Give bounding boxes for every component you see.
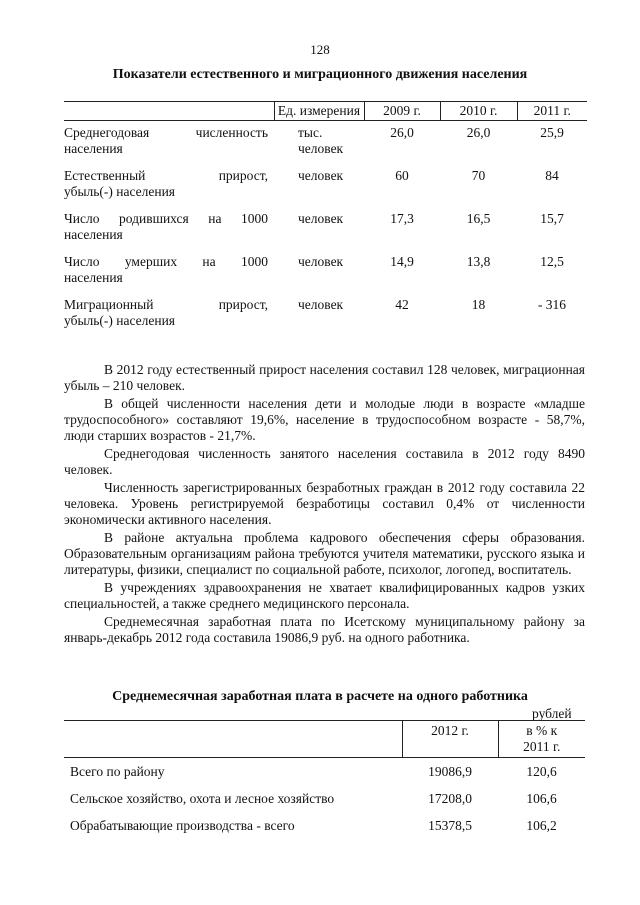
row-value-2011: 84 xyxy=(545,168,559,183)
row-value-2010: 18 xyxy=(471,297,486,312)
table1-header-row xyxy=(64,102,587,121)
row-value-2009: 14,9 xyxy=(390,254,414,269)
row-value-2010: 70 xyxy=(471,168,486,183)
row-name: Сельское хозяйство, охота и лесное хозяйство xyxy=(70,791,335,806)
row-indicator: Число родившихся на 1000 населения xyxy=(64,211,268,242)
header-unit: Ед. измерения xyxy=(274,102,364,121)
paragraph: Среднегодовая численность занятого населения составила в 2012 году 8490 человек. xyxy=(64,446,585,477)
page-number: 128 xyxy=(310,42,330,57)
row-value-2009: 42 xyxy=(395,297,409,312)
row-name: Всего по району xyxy=(70,764,165,779)
table2-unit-note: рублей xyxy=(532,706,572,721)
row-unit: человек xyxy=(298,254,344,269)
row-value-2012: 15378,5 xyxy=(428,818,472,833)
header-name xyxy=(64,721,402,758)
row-unit: человек xyxy=(298,211,344,226)
table-row xyxy=(64,121,587,164)
row-value-2011: 25,9 xyxy=(540,125,564,140)
row-name: Обрабатывающие производства - всего xyxy=(70,818,295,833)
header-indicator xyxy=(64,102,274,121)
table2-title: Среднемесячная заработная плата в расчете на одного работника xyxy=(112,689,528,704)
paragraph: В учреждениях здравоохранения не хватает квалифицированных кадров узких специальностей, а также среднего медицинского персонала. xyxy=(64,580,585,611)
table-row xyxy=(64,812,585,839)
header-2009: 2009 г. xyxy=(364,102,440,121)
table-row xyxy=(64,249,587,292)
header-2010: 2010 г. xyxy=(440,102,517,121)
row-unit: человек xyxy=(298,297,344,312)
table2-header-row xyxy=(64,721,585,758)
paragraph: Численность зарегистрированных безработных граждан в 2012 году составила 22 человека. Уровень регистрируемой безработицы составил 0,4% от численности экономически активного населения. xyxy=(64,480,585,527)
paragraph: В районе актуальна проблема кадрового обеспечения сферы образования. Образовательным организациям района требуются учителя математики, русского языка и литературы, физики, специалист по социальной работе, психолог, логопед, воспитатель. xyxy=(64,530,585,577)
paragraph: В общей численности населения дети и молодые люди в возрасте «младше трудоспособного» составляют 19,6%, население в трудоспособном возрасте - 58,7%, люди старших возрастов - 21,7%. xyxy=(64,396,585,443)
row-value-2009: 17,3 xyxy=(390,211,414,226)
row-value-2009: 26,0 xyxy=(390,125,414,140)
row-unit: тыс. человек xyxy=(298,125,344,156)
row-indicator: Миграционный прирост, убыль(-) населения xyxy=(64,297,268,328)
row-indicator: Естественный прирост, убыль(-) населения xyxy=(64,168,268,199)
row-percent: 106,6 xyxy=(526,791,557,806)
row-value-2011: - 316 xyxy=(537,297,567,312)
row-value-2012: 19086,9 xyxy=(428,764,472,779)
body-text xyxy=(64,362,585,648)
table-row xyxy=(64,292,587,335)
row-value-2010: 26,0 xyxy=(466,125,491,140)
row-indicator: Число умерших на 1000 населения xyxy=(64,254,268,285)
paragraph: В 2012 году естественный прирост населения составил 128 человек, миграционная убыль – 210 человек. xyxy=(64,362,585,393)
salary-table xyxy=(64,720,585,839)
header-2011: 2011 г. xyxy=(517,102,587,121)
paragraph: Среднемесячная заработная плата по Исетскому муниципальному району за январь-декабрь 2012 года составила 19086,9 руб. на одного работника. xyxy=(64,614,585,645)
row-indicator: Среднегодовая численность населения xyxy=(64,125,268,156)
row-percent: 106,2 xyxy=(526,818,557,833)
table1-title: Показатели естественного и миграционного движения населения xyxy=(112,67,528,82)
row-value-2010: 13,8 xyxy=(466,254,491,269)
row-value-2011: 12,5 xyxy=(540,254,564,269)
row-percent: 120,6 xyxy=(526,764,557,779)
row-unit: человек xyxy=(298,168,344,183)
row-value-2012: 17208,0 xyxy=(428,791,472,806)
row-value-2009: 60 xyxy=(395,168,409,183)
table-row xyxy=(64,785,585,812)
header-2012: 2012 г. xyxy=(402,721,498,758)
row-value-2010: 16,5 xyxy=(466,211,491,226)
row-value-2011: 15,7 xyxy=(540,211,564,226)
population-movement-table xyxy=(64,101,587,335)
table-row xyxy=(64,206,587,249)
header-percent: в % к 2011 г. xyxy=(498,721,585,758)
table-row xyxy=(64,163,587,206)
table-row xyxy=(64,758,585,786)
